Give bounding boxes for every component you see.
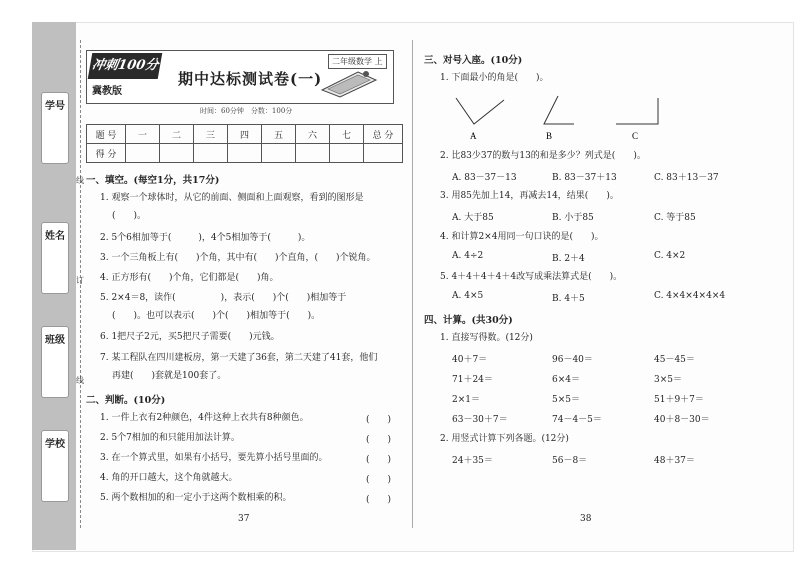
choice-option[interactable]: C. 83＋13－37 [654, 173, 719, 183]
question-item: 3. 一个三角板上有( )个角，其中有( )个直角，( )个锐角。 [100, 253, 376, 263]
page-number-left: 37 [238, 514, 250, 524]
question-item: ( )。也可以表示( )个( )相加等于( )。 [112, 311, 321, 321]
vertical-calc-item[interactable]: 48＋37＝ [654, 456, 695, 466]
question-item: 6. 1把尺子2元，买5把尺子需要( )元钱。 [100, 332, 280, 342]
class-label: 班级 [45, 335, 65, 346]
brand-logo: 冲刺100分 [88, 53, 163, 79]
edition-label: 冀教版 [92, 86, 122, 97]
calc-instruction: 1. 直接写得数。(12分) [440, 333, 533, 343]
judge-item: 2. 5个7相加的和只能用加法计算。 [100, 433, 240, 443]
page-divider [412, 40, 413, 528]
table-cell: 二 [160, 125, 194, 144]
calc-item[interactable]: 2×1＝ [452, 395, 480, 405]
table-cell: 题 号 [87, 125, 126, 144]
angle-c-figure [616, 98, 658, 124]
page-number-right: 38 [580, 514, 592, 524]
choice-question: 5. 4＋4＋4＋4＋4改写成乘法算式是( )。 [440, 272, 623, 282]
calc-item[interactable]: 96－40＝ [552, 355, 593, 365]
score-input-cell[interactable] [194, 144, 228, 163]
choice-option[interactable]: B. 83－37＋13 [552, 173, 617, 183]
score-table-score-row [87, 144, 403, 163]
score-input-cell[interactable] [228, 144, 262, 163]
choice-question: 3. 用85先加上14，再减去14，结果( )。 [440, 191, 619, 201]
page-title: 期中达标测试卷(一) [178, 70, 323, 88]
answer-paren[interactable]: ( ) [366, 475, 392, 485]
name-label: 姓名 [45, 231, 65, 242]
tablet-illustration [318, 68, 378, 98]
angle-figures [448, 90, 668, 142]
calc-item[interactable]: 40＋7＝ [452, 355, 488, 365]
choice-option[interactable]: B. 小于85 [552, 213, 594, 223]
score-input-cell[interactable] [296, 144, 330, 163]
table-cell: 五 [262, 125, 296, 144]
answer-paren[interactable]: ( ) [366, 495, 392, 505]
choice-question: 1. 下面最小的角是( )。 [440, 73, 549, 83]
table-cell: 七 [330, 125, 364, 144]
table-cell: 一 [126, 125, 160, 144]
score-input-cell[interactable] [126, 144, 160, 163]
score-input-cell[interactable] [330, 144, 364, 163]
score-table-header-row [87, 125, 403, 144]
class-box [41, 326, 69, 398]
question-item: 4. 正方形有( )个角，它们都是( )角。 [100, 273, 279, 283]
school-label: 学校 [45, 439, 65, 450]
student-id-box [41, 92, 69, 164]
angle-label-a: A [470, 131, 477, 141]
judge-item: 1. 一件上衣有2种颜色，4件这种上衣共有8种颜色。 [100, 413, 309, 423]
table-cell: 四 [228, 125, 262, 144]
calc-item[interactable]: 45－45＝ [654, 355, 695, 365]
choice-question: 4. 和计算2×4用同一句口诀的是( )。 [440, 232, 604, 242]
binding-strip [32, 22, 76, 550]
cut-mark: 订 [76, 276, 84, 285]
calc-instruction: 2. 用竖式计算下列各题。(12分) [440, 434, 569, 444]
vertical-calc-item[interactable]: 24＋35＝ [452, 456, 493, 466]
table-cell: 得 分 [87, 144, 126, 163]
table-cell: 三 [194, 125, 228, 144]
answer-paren[interactable]: ( ) [366, 435, 392, 445]
section-title-choice: 三、对号入座。(10分) [424, 55, 523, 66]
question-item: 再建( )套就是100套了。 [112, 371, 227, 381]
choice-option[interactable]: C. 4×2 [654, 251, 686, 261]
choice-option[interactable]: B. 4＋5 [552, 294, 585, 304]
exam-meta: 时间：60分钟 分数：100分 [200, 107, 293, 115]
choice-option[interactable]: A. 83－37－13 [452, 173, 517, 183]
calc-item[interactable]: 51＋9＋7＝ [654, 395, 704, 405]
question-item: 7. 某工程队在四川建板房，第一天建了36套，第二天建了41套，他们 [100, 353, 378, 363]
calc-item[interactable]: 5×5＝ [552, 395, 580, 405]
section-title-judge: 二、判断。(10分) [86, 395, 166, 406]
calc-item[interactable]: 74－4－5＝ [552, 415, 602, 425]
choice-option[interactable]: B. 2＋4 [552, 254, 585, 264]
judge-item: 5. 两个数相加的和一定小于这两个数相乘的积。 [100, 493, 292, 503]
school-box [41, 430, 69, 502]
calc-item[interactable]: 6×4＝ [552, 375, 580, 385]
question-item: 1. 观察一个球体时，从它的前面、侧面和上面观察，看到的图形是 [100, 193, 364, 203]
choice-option[interactable]: A. 4×5 [452, 291, 484, 301]
question-item: 2. 5个6相加等于( )，4个5相加等于( )。 [100, 233, 311, 243]
cut-mark: 线 [76, 176, 84, 185]
question-item: 5. 2×4＝8，读作( )，表示( )个( )相加等于 [100, 293, 347, 303]
judge-item: 4. 角的开口越大，这个角就越大。 [100, 473, 238, 483]
score-input-cell[interactable] [262, 144, 296, 163]
choice-option[interactable]: C. 等于85 [654, 213, 696, 223]
angle-b-figure [544, 96, 574, 124]
choice-option[interactable]: A. 大于85 [452, 213, 494, 223]
angle-label-b: B [546, 131, 553, 141]
answer-paren[interactable]: ( ) [366, 415, 392, 425]
cut-mark: 线 [76, 376, 84, 385]
choice-option[interactable]: C. 4×4×4×4×4 [654, 291, 726, 301]
student-id-label: 学号 [45, 101, 65, 112]
question-item: ( )。 [112, 211, 147, 221]
angle-label-c: C [632, 131, 639, 141]
calc-item[interactable]: 3×5＝ [654, 375, 682, 385]
choice-option[interactable]: A. 4÷2 [452, 251, 484, 261]
answer-paren[interactable]: ( ) [366, 455, 392, 465]
calc-item[interactable]: 63－30＋7＝ [452, 415, 508, 425]
calc-item[interactable]: 40＋8－30＝ [654, 415, 710, 425]
table-cell: 总 分 [364, 125, 403, 144]
section-title-calc: 四、计算。(共30分) [424, 315, 513, 326]
vertical-calc-item[interactable]: 56－8＝ [552, 456, 588, 466]
score-input-cell[interactable] [364, 144, 403, 163]
judge-item: 3. 在一个算式里，如果有小括号，要先算小括号里面的。 [100, 453, 328, 463]
score-input-cell[interactable] [160, 144, 194, 163]
score-table [86, 124, 403, 163]
table-cell: 六 [296, 125, 330, 144]
angle-a-figure [456, 98, 504, 124]
choice-question: 2. 比83少37的数与13的和是多少？列式是( )。 [440, 151, 646, 161]
section-title-fill: 一、填空。(每空1分，共17分) [86, 175, 220, 186]
calc-item[interactable]: 71＋24＝ [452, 375, 493, 385]
grade-badge: 二年级数学 上 [328, 54, 387, 69]
name-box [41, 222, 69, 294]
